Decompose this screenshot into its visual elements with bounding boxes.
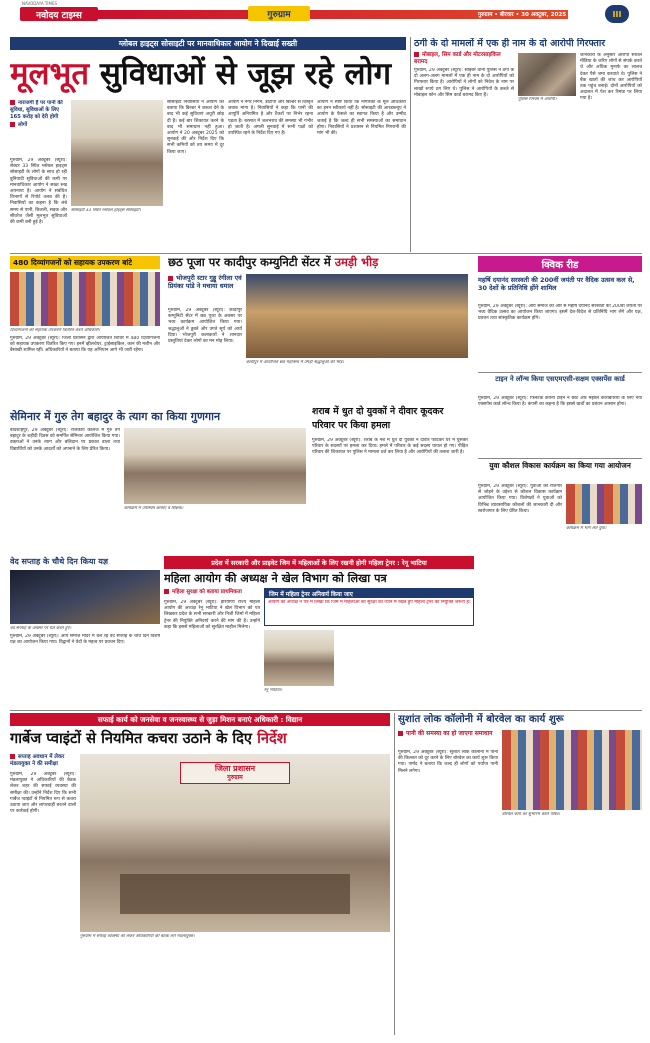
garbage-kicker-bar	[10, 713, 390, 726]
crime-col1: गुरुग्राम, 29 अक्टूबर (ब्यूरो): साइबर थाना पुलिस ने ठगी के दो अलग-अलग मामलों में एक ही नाम के दो आरोपियों को गिरफ्तार किया है। आरोपियों ने लोगों को निवेश के नाम पर लाखों रुपये ठग लिए थे। पुलिस ने आरोपियों के कब्जे से मोबाइल फोन और सिम कार्ड बरामद किए हैं।	[414, 68, 514, 98]
quick-photo	[566, 484, 642, 524]
lead-col1: गुरुग्राम, 29 अक्टूबर (ब्यूरो): सेक्टर 33 स्थित ग्लोबल हाइट्स सोसाइटी के लोगों के साथ हो रही बुनियादी सुविधाओं की कमी पर मानवाधिकार आयोग ने सख्त रुख अपनाया है। आयोग ने संबंधित विभागों से रिपोर्ट तलब की है। निवासियों का कहना है कि लंबे समय से पानी, बिजली, सड़क और सीवरेज जैसी मूलभूत सुविधाओं की कमी बनी हुई है।	[10, 158, 67, 226]
garbage-headline	[10, 729, 390, 749]
crime-photo-caption: पुलिस गिरफ्त में आरोपी।	[518, 97, 557, 102]
chhath-headline-b: उमड़ी भीड़	[334, 255, 379, 269]
bullet-icon	[164, 589, 169, 594]
women-banner-text: प्रदेश में सरकारी और प्राइवेट जिम में महिलाओं के लिए रखनी होगी महिला ट्रेनर : रेनू भाटिया	[211, 559, 427, 567]
divyang-photo	[10, 272, 160, 326]
garbage-body-cont	[80, 942, 390, 1034]
bullet-icon	[398, 731, 403, 736]
garbage-side	[10, 754, 76, 768]
section-rule	[10, 253, 642, 254]
borewell-body-cont	[502, 820, 642, 1034]
borewell-headline: सुशांत लोक कॉलोनी में बोरवेल का कार्य शुरू	[398, 714, 564, 725]
quick-read-label	[478, 256, 642, 272]
lead-photo	[71, 100, 163, 206]
quick-rule	[478, 458, 642, 459]
lead-kicker-bar	[10, 37, 406, 50]
women-sub-text: महिला सुरक्षा को बताया प्राथमिकता	[172, 589, 242, 595]
attack-body: गुरुग्राम, 29 अक्टूबर (ब्यूरो): शराब के नशे में धुत दो युवकों ने दीवार फांदकर घर में घुसकर परिवार के सदस्यों पर हमला कर दिया। हमले में परिवार के कई सदस्य घायल हो गए। पीड़ित परिवार की शिकायत पर पुलिस ने मामला दर्ज कर लिया है और आरोपियों की तलाश जारी है।	[312, 438, 468, 456]
seminar-photo	[124, 428, 306, 504]
borewell-photo-caption: बोरवेल कार्य का शुभारंभ करते पार्षद।	[502, 812, 561, 817]
borewell-sub-text: पानी की समस्या का हो जाएगा समाधान	[406, 730, 493, 737]
quick-photo-caption: कार्यक्रम में भाग लेते युवा।	[566, 526, 607, 531]
crime-col2: जानकारी के अनुसार आरोपी सोशल मीडिया के जरिए लोगों से संपर्क करते थे और अधिक मुनाफे का लालच देकर पैसे जमा करवाते थे। पुलिस ने बैंक खातों की जांच कर आरोपियों तक पहुंच बनाई। दोनों आरोपियों को अदालत में पेश कर रिमांड पर लिया गया है।	[580, 53, 642, 102]
garbage-headline-b: निर्देश	[257, 730, 287, 747]
section-rule	[10, 710, 642, 711]
crime-photo	[518, 53, 576, 96]
chhath-photo	[246, 274, 468, 358]
section-name: गुरुग्राम	[267, 10, 291, 20]
crime-subhead-text: मोबाइल, सिम कार्ड और मोटरसाइकिल बरामद	[414, 52, 501, 65]
attack-headline-box	[312, 405, 468, 435]
quick-rule	[478, 372, 642, 373]
column-rule	[410, 37, 411, 252]
chhath-body-cont	[246, 368, 468, 396]
vedic-body: गुरुग्राम, 29 अक्टूबर (ब्यूरो): आर्य समाज मंदिर में चल रहे वेद सप्ताह के चौथे दिन विशेष यज्ञ का आयोजन किया गया। विद्वानों ने वेदों के महत्व पर प्रवचन दिए।	[10, 634, 160, 646]
vedic-headline: वेद सप्ताह के चौथे दिन किया यज्ञ	[10, 557, 109, 566]
lead-col3: आयोग ने नगर निगम, डीटीपी और बिल्डर से विस्तृत जवाब मांगा है। निवासियों ने कहा कि पानी की आपूर्ति अनियमित है और टैंकरों पर निर्भर रहना पड़ता है। बरसात में जलभराव की समस्या भी गंभीर हो जाती है। अगली सुनवाई में सभी पक्षों को उपस्थित रहने के निर्देश दिए गए हैं।	[228, 100, 313, 137]
garbage-body: गुरुग्राम, 29 अक्टूबर (ब्यूरो): मंडलायुक्त ने अधिकारियों की बैठक लेकर शहर की सफाई व्यवस्था की समीक्षा की। उन्होंने निर्देश दिए कि सभी गार्बेज प्वाइंटों से नियमित रूप से कचरा उठाया जाए और लापरवाही बरतने वालों पर कार्रवाई होगी।	[10, 772, 76, 815]
garbage-photo-table	[120, 874, 350, 914]
borewell-sub	[398, 730, 498, 738]
women-body: गुरुग्राम, 29 अक्टूबर (ब्यूरो): हरियाणा राज्य महिला आयोग की अध्यक्ष रेनू भाटिया ने खेल विभाग को पत्र लिखकर प्रदेश के सभी सरकारी और निजी जिमों में महिला ट्रेनर की नियुक्ति अनिवार्य करने की मांग की है। उन्होंने कहा कि इससे महिलाओं को सुरक्षित माहौल मिलेगा।	[164, 600, 260, 630]
divyang-headline-bar	[10, 256, 160, 269]
women-banner	[164, 556, 474, 569]
women-sub	[164, 589, 260, 596]
women-photo	[264, 630, 334, 686]
garbage-kicker: सफाई कार्य को जनसेवा व जनस्वास्थ्य से जुड़ा मिशन बनाएं अधिकारी : विद्यान	[97, 714, 303, 724]
garbage-headline-a: गार्बेज प्वाइंटों से नियमित कचरा उठाने के दिए	[10, 730, 252, 747]
garbage-photo	[80, 754, 390, 932]
chhath-body: गुरुग्राम, 29 अक्टूबर (ब्यूरो): कादीपुर कम्युनिटी सेंटर में छठ पूजा के अवसर पर भव्य कार्यक्रम आयोजित किया गया। श्रद्धालुओं ने डूबते और उगते सूर्य को अर्घ्य दिया। भोजपुरी कलाकारों ने शानदार प्रस्तुतियां देकर लोगों का मन मोह लिया।	[168, 308, 242, 345]
chhath-photo-caption: कादीपुर में आयोजित छठ महोत्सव में उमड़ी श्रद्धालुओं की भीड़।	[246, 360, 344, 365]
divyang-photo-caption: दिव्यांगजनों को सहायक उपकरण वितरित करते अधिकारी।	[10, 328, 100, 333]
bullet-icon	[10, 754, 15, 759]
vedic-photo-caption: वेद सप्ताह के अवसर पर यज्ञ करते हुए।	[10, 626, 72, 631]
borewell-body: गुरुग्राम, 29 अक्टूबर (ब्यूरो): सुशांत लोक कॉलोनी में पानी की किल्लत को दूर करने के लिए बोरवेल का कार्य शुरू किया गया। पार्षद ने बताया कि जल्द ही लोगों को पर्याप्त पानी मिलने लगेगा।	[398, 750, 498, 774]
women-box-title-text: जिम में महिला ट्रेनर अनिवार्य किया जाए	[269, 591, 353, 598]
column-rule	[394, 713, 395, 1035]
bullet-icon	[168, 276, 173, 281]
page-number-text: III	[612, 9, 622, 19]
chhath-headline-a: छठ पूजा पर कादीपुर कम्युनिटी सेंटर में	[168, 255, 331, 269]
garbage-photo-banner	[180, 762, 290, 784]
lead-point-text: नाराजगी है पर पानी की सुविधा, सुविधाओं के लिए 165 करोड़ को देरी होगी	[10, 100, 63, 120]
chhath-side-head-text: भोजपुरी स्टार गुड्डू रंगीला एवं प्रियंका पांडे ने मचाया धमाल	[168, 274, 242, 291]
masthead	[0, 0, 650, 34]
page-number	[605, 5, 629, 23]
women-box-body: आयोग की अध्यक्ष ने पत्र में लिखा कि जिम में महिलाओं की सुरक्षा को ध्यान में रखते हुए महिला ट्रेनर की नियुक्ति जरूरी है।	[268, 600, 471, 605]
attack-headline: शराब में धुत दो युवकों ने दीवार कूदकर परिवार पर किया हमला	[312, 406, 444, 431]
garbage-photo-banner-text: जिला प्रशासन	[214, 764, 256, 773]
women-box-title	[265, 589, 473, 598]
lead-headline-red: मूलभूत	[10, 56, 90, 92]
lead-point	[10, 122, 67, 129]
women-headline: महिला आयोग की अध्यक्ष ने खेल विभाग को लिखा पत्र	[164, 572, 387, 585]
divyang-body: गुरुग्राम, 29 अक्टूबर (ब्यूरो): जिला प्रशासन द्वारा आयोजित शिविर में 480 दिव्यांगजनों को सहायक उपकरण वितरित किए गए। इनमें व्हीलचेयर, ट्राईसाइकिल, कान की मशीन और बैसाखी शामिल रहीं। अधिकारियों ने बताया कि यह अभियान आगे भी जारी रहेगा।	[10, 336, 160, 354]
lead-headline	[10, 53, 406, 97]
crime-subhead	[414, 52, 514, 66]
women-body-cont	[338, 630, 474, 706]
bullet-icon	[414, 52, 419, 57]
borewell-photo	[502, 730, 642, 810]
women-photo-caption: रेनू भाटिया।	[264, 688, 283, 693]
masthead-date: गुरुग्राम • बीरवार • 30 अक्टूबर, 2025	[478, 12, 567, 18]
section-tab	[248, 6, 310, 21]
quick-b3: गुरुग्राम, 29 अक्टूबर (ब्यूरो): युवाओं को रोजगार से जोड़ने के उद्देश्य से कौशल विकास कार्यक्रम आयोजित किया गया। विशेषज्ञों ने युवाओं को विभिन्न व्यावसायिक कौशलों की जानकारी दी और स्वरोजगार के लिए प्रेरित किया।	[478, 484, 562, 514]
quick-h1: महर्षि दयानंद सरस्वती की 200वीं जयंती पर वैदिक उत्सव कल से, 30 देशों के प्रतिनिधि होंगे शामिल	[478, 276, 635, 293]
bullet-icon	[10, 122, 15, 127]
lead-col4: आयोग ने स्पष्ट किया कि नागरिकों के मूल अधिकारों का हनन स्वीकार्य नहीं है। सोसाइटी की आरडब्ल्यूए ने आयोग के फैसले का स्वागत किया है और उम्मीद जताई है कि जल्द ही सभी समस्याओं का समाधान होगा। निवासियों ने प्रशासन से नियमित निगरानी की मांग भी की।	[317, 100, 406, 137]
seminar-body-cont	[124, 514, 306, 550]
seminar-photo-caption: कार्यक्रम में उपस्थित छात्राएं व शिक्षक।	[124, 506, 184, 511]
lead-col2: सोसाइटी निवासियों ने आयोग को बताया कि बिल्डर ने कब्जा देने के बाद भी कई सुविधाएं अधूरी छोड़ दी हैं। कई बार शिकायत करने के बाद भी समाधान नहीं हुआ। आयोग ने 20 अक्टूबर 2025 को सुनवाई की और निर्देश दिए कि सभी कमियों को तय समय में दूर किया जाए।	[167, 100, 224, 155]
lead-photo-caption: सोसाइटी 33 स्थित ग्लोबल हाइट्स सोसाइटी।	[71, 208, 141, 213]
masthead-tagline: NAVODAYA TIMES	[22, 1, 58, 6]
garbage-photo-banner-sub: गुरुग्राम	[227, 774, 243, 781]
seminar-body: बादशाहपुर, 29 अक्टूबर (ब्यूरो): राजकीय कॉलेज में गुरु तेग बहादुर के शहीदी दिवस को समर्पित सेमिनार आयोजित किया गया। वक्ताओं ने उनके त्याग और बलिदान पर प्रकाश डाला तथा विद्यार्थियों को उनके आदर्शों को अपनाने के लिए प्रेरित किया।	[10, 428, 120, 452]
women-box	[264, 588, 474, 626]
brand-text: नवोदय टाइम्स	[36, 10, 82, 21]
divyang-headline: 480 दिव्यांगजनों को सहायक उपकरण बांटे	[13, 257, 133, 267]
seminar-headline: सेमिनार में गुरु तेग बहादुर के त्याग का किया गुणगान	[10, 410, 221, 423]
lead-point	[10, 100, 67, 120]
lead-points	[10, 100, 67, 160]
quick-read-title: क्विक रीड	[541, 260, 579, 271]
lead-kicker: ग्लोबल हाइट्स सोसाइटी पर मानवाधिकार आयोग ने दिखाई सख्ती	[118, 38, 298, 48]
quick-h2: टाइन ने लॉन्च किया एसएमएसी-सक्षम एक्सपेंस कार्ड	[495, 375, 625, 383]
bullet-icon	[10, 100, 15, 105]
quick-b3-cont	[478, 552, 642, 614]
chhath-side-head	[168, 274, 242, 290]
crime-headline: ठगी के दो मामलों में एक ही नाम के दो आरोपी गिरफ्तार	[414, 38, 606, 49]
chhath-headline	[168, 255, 468, 270]
quick-h3: युवा कौशल विकास कार्यक्रम का किया गया आयोजन	[489, 461, 631, 470]
quick-b2: गुरुग्राम, 29 अक्टूबर (ब्यूरो): फिनटेक कंपनी टाइन ने छोटे और मझोले कारोबारियों के लिए नया एक्सपेंस कार्ड लॉन्च किया है। कंपनी का कहना है कि इससे खर्चों का प्रबंधन आसान होगा।	[478, 396, 642, 408]
lead-point-text: लोगों	[18, 122, 28, 129]
vedic-photo	[10, 570, 160, 624]
lead-headline-rest: सुविधाओं से जूझ रहे लोग	[99, 56, 392, 92]
brand-logo	[20, 7, 98, 21]
garbage-side-text: सप्ताह अवधान में लेकर मंडलायुक्त ने की समीक्षा	[10, 754, 65, 767]
quick-b1: गुरुग्राम, 29 अक्टूबर (ब्यूरो): आर्य समाज की ओर से महर्षि दयानंद सरस्वती की 200वीं जयंती पर भव्य वैदिक उत्सव का आयोजन किया जाएगा। इसमें देश-विदेश से प्रतिनिधि भाग लेंगे और यज्ञ, प्रवचन तथा सांस्कृतिक कार्यक्रम होंगे।	[478, 304, 642, 322]
garbage-photo-caption: गुरुग्राम में सफाई व्यवस्था को लेकर अधिकारियों की बैठक लेते मंडलायुक्त।	[80, 934, 195, 939]
